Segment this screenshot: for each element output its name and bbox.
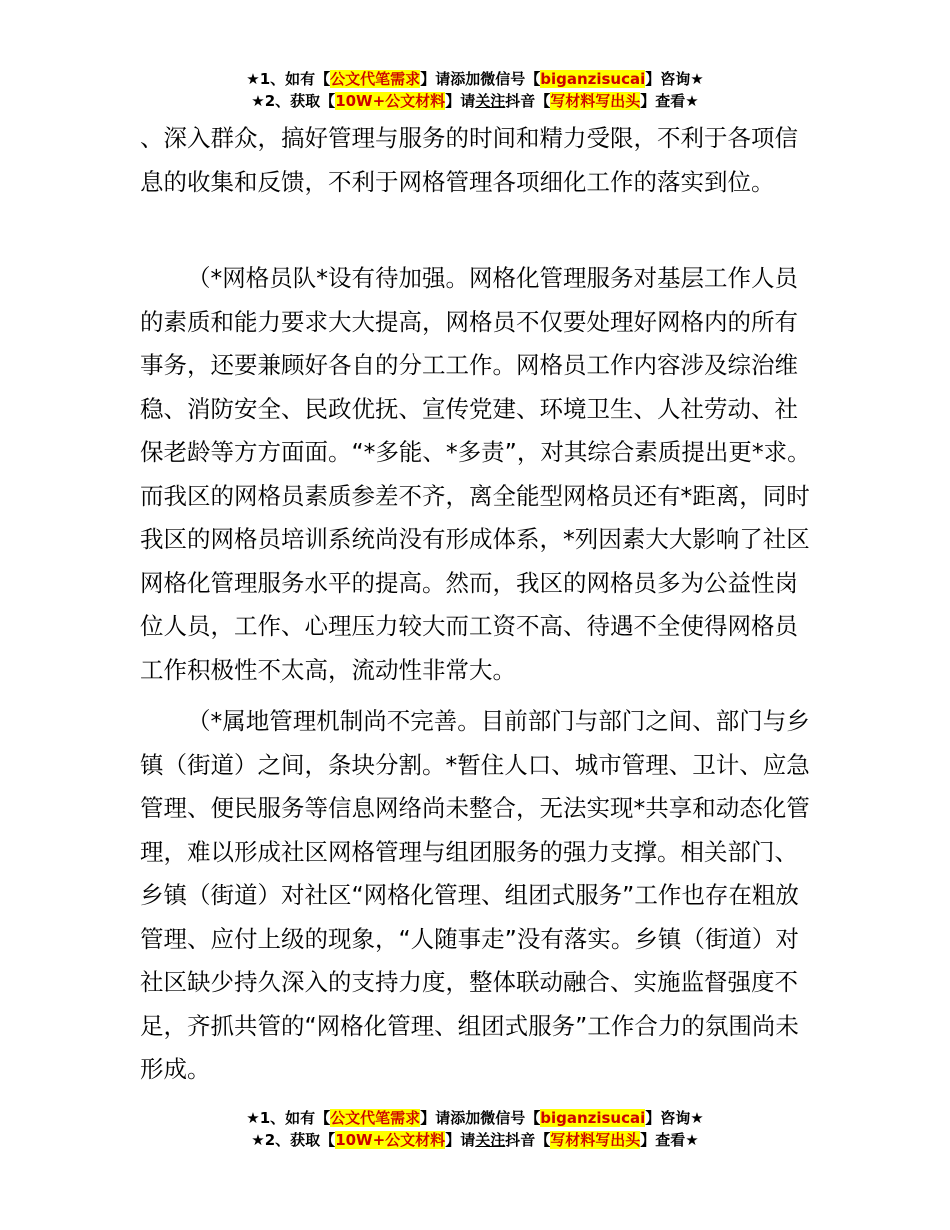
banner-line2-middle1: 】请	[445, 1131, 476, 1149]
banner-underlined-follow: 关注	[475, 92, 506, 110]
banner-underlined-follow: 关注	[475, 1131, 506, 1149]
banner-line-2	[0, 1129, 950, 1151]
banner-line1-suffix: 】咨询★	[645, 1109, 704, 1127]
banner-line1-prefix: ★1、如有【	[246, 1109, 331, 1127]
banner-line1-suffix: 】咨询★	[645, 70, 704, 88]
banner-line2-suffix: 】查看★	[640, 1131, 699, 1149]
paragraph-text: （*属地管理机制尚不完善。目前部门与部门之间、部门与乡镇（街道）之间，条块分割。*暂住人口、城市管理、卫计、应急管理、便民服务等信息网络尚未整合，无法实现*共享和动态化管理，难以形成社区网格管理与组团服务的强力支撑。相关部门、乡镇（街道）对社区“网格化管理、组团式服务”工作也存在粗放管理、应付上级的现象，“人随事走”没有落实。乡镇（街道）对社区缺少持久深入的支持力度，整体联动融合、实施监督强度不足，齐抓共管的“网格化管理、组团式服务”工作合力的氛围尚未形成。	[140, 707, 810, 1083]
banner-line2-suffix: 】查看★	[640, 92, 699, 110]
banner-line2-middle1: 】请	[445, 92, 476, 110]
banner-highlight-douyin-account: 写材料写出头	[550, 92, 641, 110]
document-paragraph-3	[140, 700, 816, 1092]
banner-highlight-ghostwriting: 公文代笔需求	[330, 1109, 421, 1127]
banner-line2-middle2: 抖音【	[505, 92, 551, 110]
banner-highlight-wechat-id: biganzisucai	[540, 70, 646, 88]
paragraph-text: 、深入群众，搞好管理与服务的时间和精力受限，不利于各项信息的收集和反馈，不利于网格管理各项细化工作的落实到位。	[140, 124, 798, 196]
banner-line-2	[0, 90, 950, 112]
banner-highlight-ghostwriting: 公文代笔需求	[330, 70, 421, 88]
banner-line2-middle2: 抖音【	[505, 1131, 551, 1149]
banner-line1-middle: 】请添加微信号【	[420, 1109, 541, 1127]
document-paragraph-2	[140, 257, 816, 692]
paragraph-text: （*网格员队*设有待加强。网格化管理服务对基层工作人员的素质和能力要求大大提高，网格员不仅要处理好网格内的所有事务，还要兼顾好各自的分工工作。网格员工作内容涉及综治维稳、消防安全、民政优抚、宣传党建、环境卫生、人社劳动、社保老龄等方方面面。“*多能、*多责”，对其综合素质提出更*求。而我区的网格员素质参差不齐，离全能型网格员还有*距离，同时我区的网格员培训系统尚没有形成体系，*列因素大大影响了社区网格化管理服务水平的提高。然而，我区的网格员多为公益性岗位人员，工作、心理压力较大而工资不高、待遇不全使得网格员工作积极性不太高，流动性非常大。	[140, 264, 811, 684]
banner-line-1	[0, 1107, 950, 1129]
header-banner	[0, 68, 950, 112]
banner-highlight-douyin-account: 写材料写出头	[550, 1131, 641, 1149]
banner-line1-middle: 】请添加微信号【	[420, 70, 541, 88]
banner-line2-prefix: ★2、获取【	[251, 1131, 336, 1149]
banner-line1-prefix: ★1、如有【	[246, 70, 331, 88]
banner-highlight-materials: 10W+公文材料	[335, 1131, 446, 1149]
footer-banner	[0, 1107, 950, 1151]
banner-line2-prefix: ★2、获取【	[251, 92, 336, 110]
document-paragraph-1	[140, 117, 816, 204]
banner-line-1	[0, 68, 950, 90]
banner-highlight-materials: 10W+公文材料	[335, 92, 446, 110]
banner-highlight-wechat-id: biganzisucai	[540, 1109, 646, 1127]
